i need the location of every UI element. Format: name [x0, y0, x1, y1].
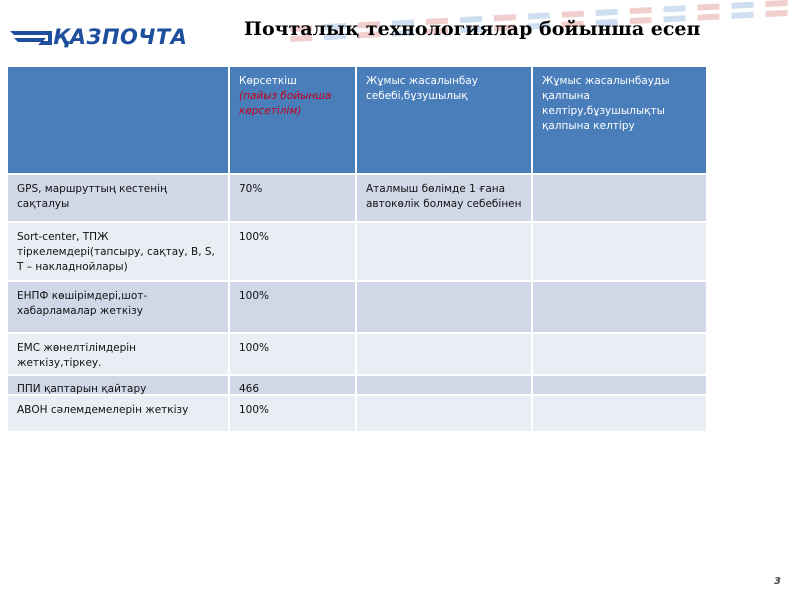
logo-text: ҚАЗПОЧТА [53, 25, 188, 49]
table-cell-name: ЕНПФ көшірімдері,шот-хабарламалар жеткізу [8, 282, 228, 332]
table-cell-recovery [533, 396, 706, 431]
table-cell-recovery [533, 376, 706, 394]
table-cell-recovery [533, 223, 706, 280]
kazpost-wing-icon [8, 25, 54, 49]
table-cell-reason [357, 396, 531, 431]
table-cell-name: GPS, маршруттың кестенің сақталуы [8, 175, 228, 221]
table-cell-recovery [533, 334, 706, 374]
table-cell-indicator: 466 [230, 376, 355, 394]
report-table [8, 67, 706, 431]
header-cell-reason: Жұмыс жасалынбау себебі,бұзушылық [357, 67, 531, 173]
header-cell-indicator-note: (пайыз бойынша көрсетілім) [239, 90, 332, 117]
table-cell-reason [357, 223, 531, 280]
table-cell-recovery [533, 175, 706, 221]
table-cell-reason: Аталмыш бөлімде 1 ғана автокөлік болмау себебінен [357, 175, 531, 221]
page-title: Почталық технологиялар бойынша есеп [244, 18, 701, 40]
table-cell-indicator: 100% [230, 282, 355, 332]
table-cell-name: ППИ қаптарын қайтару [8, 376, 228, 394]
table-cell-reason [357, 334, 531, 374]
table-cell-indicator: 100% [230, 223, 355, 280]
table-cell-name: Sort-center, ТПЖ тіркелемдері(тапсыру, сақтау, В, S, T – накладнойлары) [8, 223, 228, 280]
page-number: 3 [774, 576, 781, 587]
table-cell-reason [357, 282, 531, 332]
table-cell-recovery [533, 282, 706, 332]
header-cell-recovery: Жұмыс жасалынбауды қалпына келтіру,бұзушылықты қалпына келтіру [533, 67, 706, 173]
logo [8, 22, 188, 52]
header-cell-indicator-label: Көрсеткіш [239, 75, 297, 87]
table-cell-indicator: 100% [230, 334, 355, 374]
table-cell-indicator: 100% [230, 396, 355, 431]
table-cell-name: АВОН сәлемдемелерін жеткізу [8, 396, 228, 431]
table-cell-indicator: 70% [230, 175, 355, 221]
table-cell-reason [357, 376, 531, 394]
header-cell-indicator [230, 67, 355, 173]
header-cell-blank [8, 67, 228, 173]
table-cell-name: ЕМС жөнелтілімдерін жеткізу,тіркеу. [8, 334, 228, 374]
